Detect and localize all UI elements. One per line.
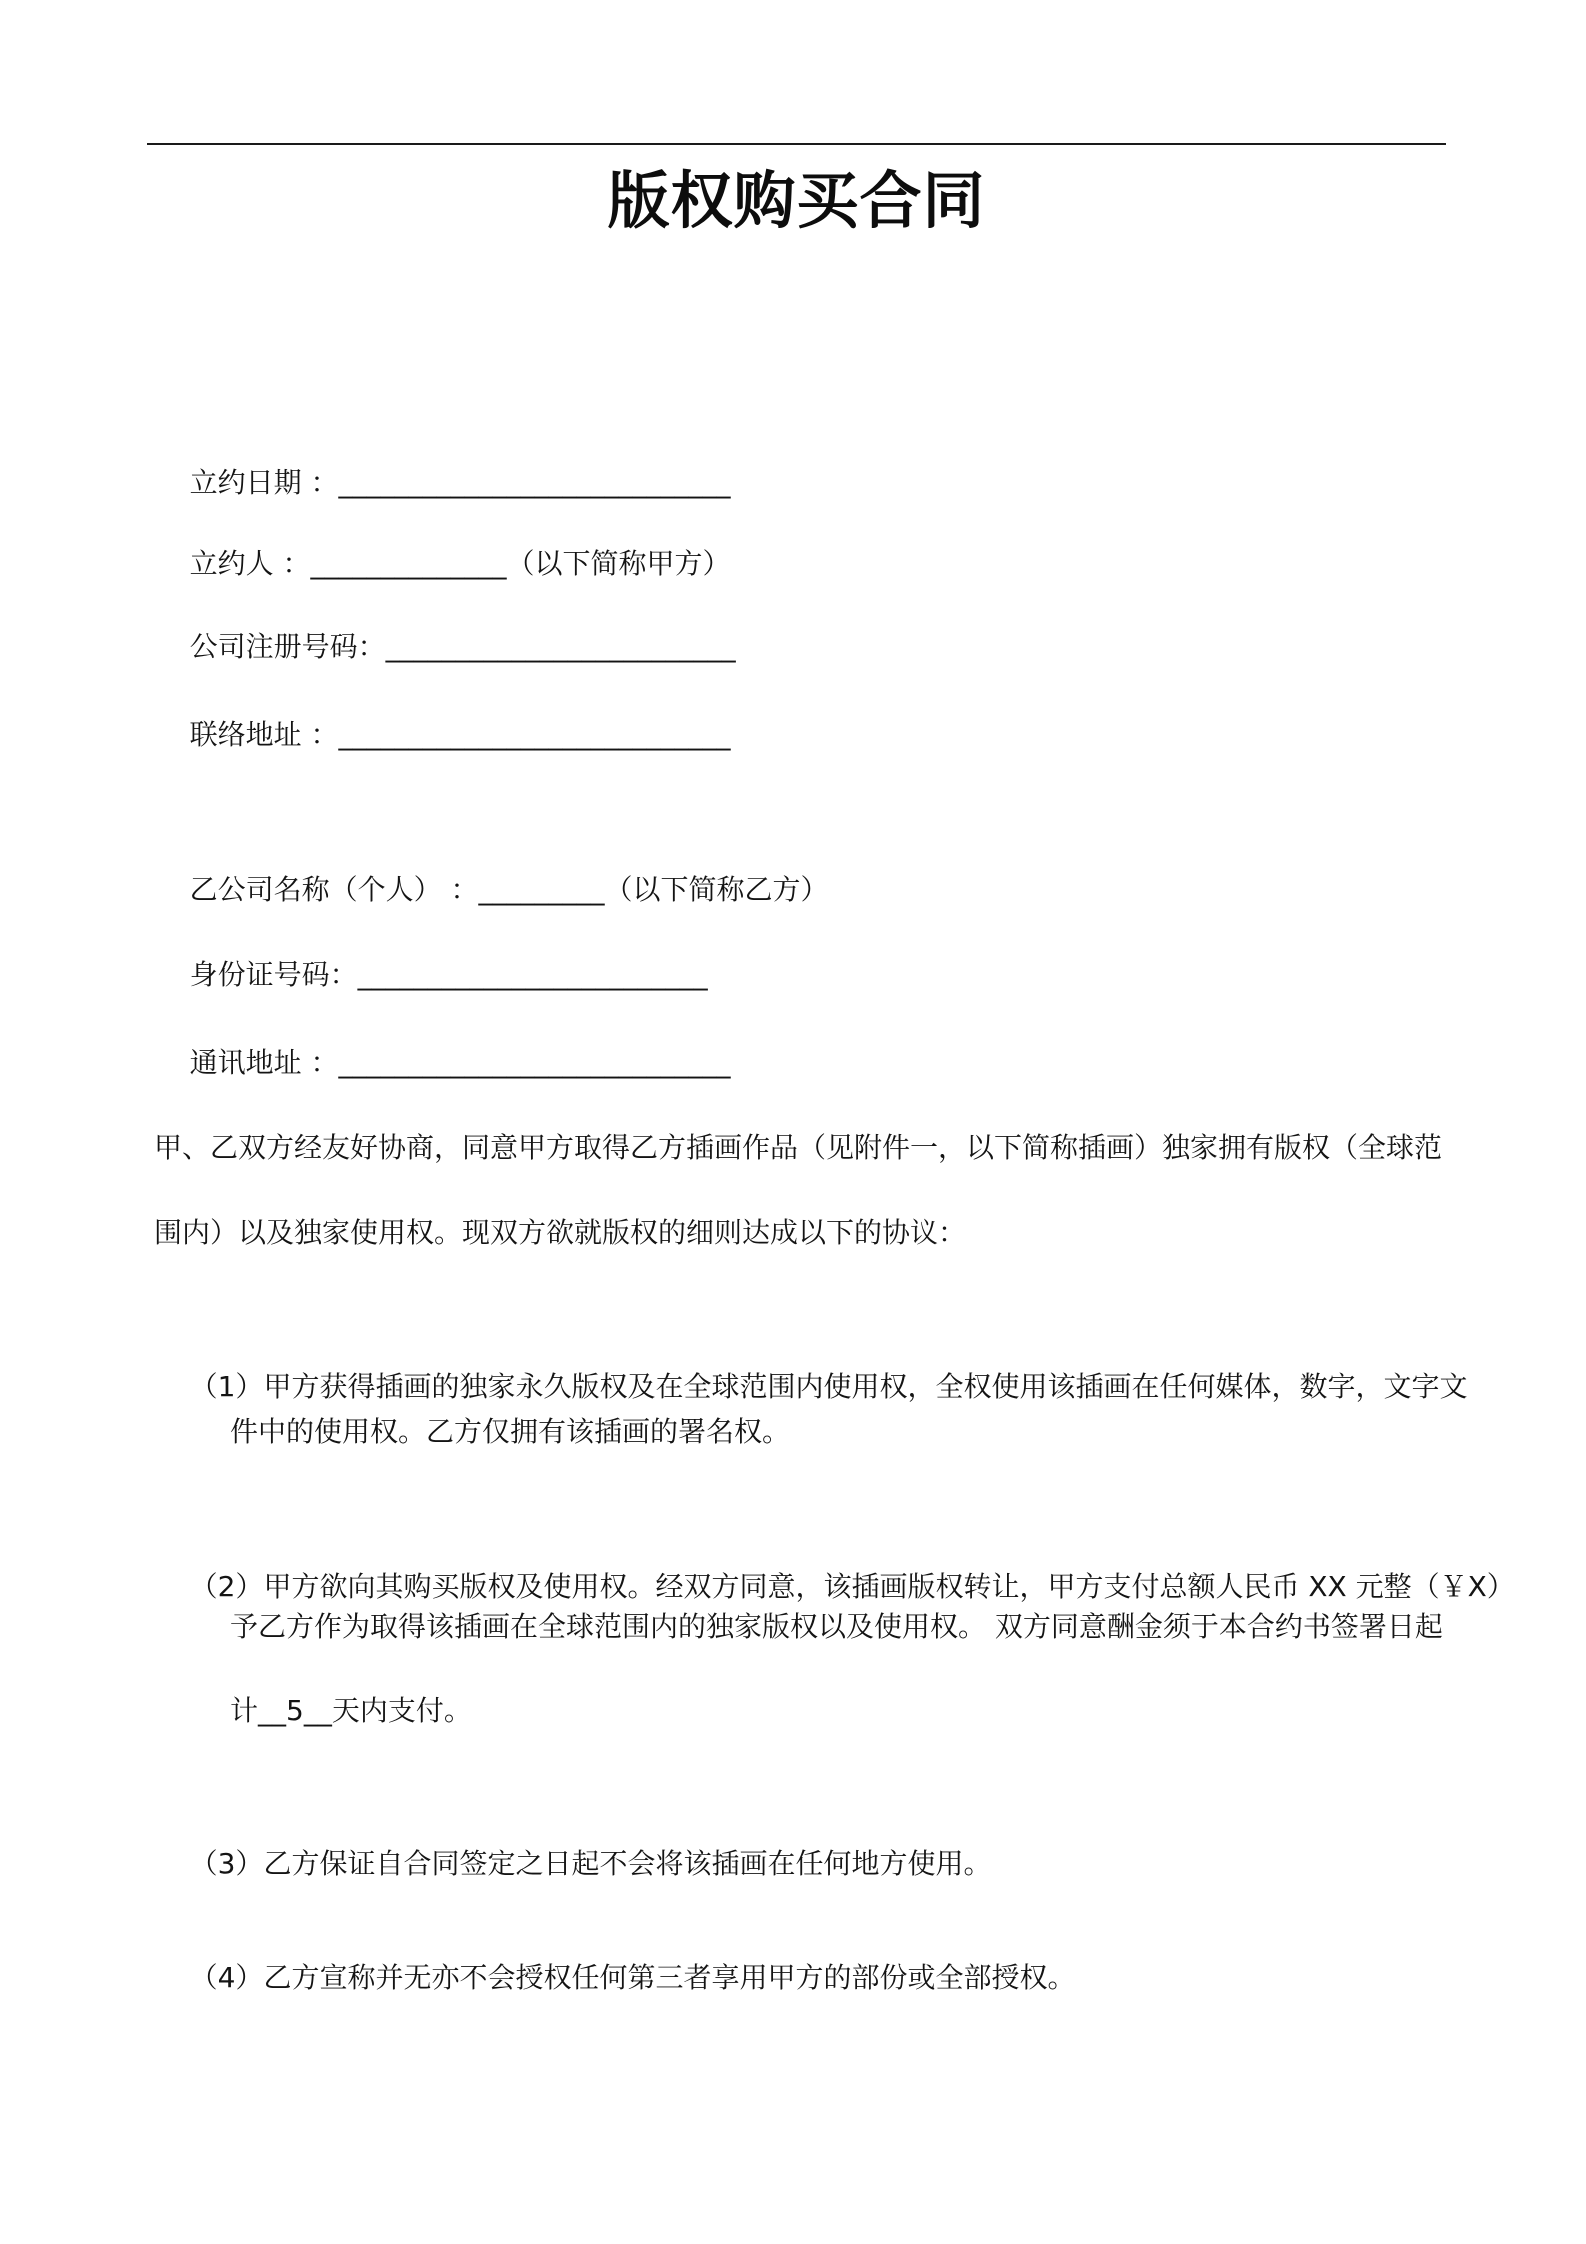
preamble-line: 甲、乙双方经友好协商，同意甲方取得乙方插画作品（见附件一，以下简称插画）独家拥有版权（全球范 xyxy=(154,1131,1443,1164)
clause-text: 甲方欲向其购买版权及使用权。经双方同意，该插画版权转让，甲方支付总额人民币 XX 元整（￥X） xyxy=(263,1570,1515,1603)
party-b-address-label: 通讯地址 ： xyxy=(189,1046,339,1079)
clause-number: （4） xyxy=(189,1961,264,1994)
id-number-label: 身份证号码： xyxy=(189,958,358,991)
party-b-address-blank: ____________________________ xyxy=(338,1046,731,1079)
clause-2-line xyxy=(154,1527,1515,1603)
preamble-line: 围内）以及独家使用权。现双方欲就版权的细则达成以下的协议： xyxy=(154,1216,967,1249)
signatory-suffix: （以下简称甲方） xyxy=(506,547,731,580)
clause-1-line xyxy=(154,1327,1468,1403)
company-registration-field xyxy=(154,587,736,663)
signatory-label: 立约人 ： xyxy=(189,547,311,580)
clause-2-line: 予乙方作为取得该插画在全球范围内的独家版权以及使用权。 双方同意酬金须于本合约书签署日起 xyxy=(230,1610,1443,1643)
party-b-name-suffix: （以下简称乙方） xyxy=(604,873,829,906)
clause-text: 乙方保证自合同签定之日起不会将该插画在任何地方使用。 xyxy=(263,1847,992,1880)
clause-1-line: 件中的使用权。乙方仅拥有该插画的署名权。 xyxy=(230,1415,791,1448)
signatory-blank: ______________ xyxy=(310,547,507,580)
party-a-address-label: 联络地址 ： xyxy=(189,718,339,751)
party-a-address-field xyxy=(154,675,731,751)
clause-2-line: 计__5__天内支付。 xyxy=(230,1694,472,1727)
clause-number: （3） xyxy=(189,1847,264,1880)
signatory-field xyxy=(154,504,731,580)
clause-number: （1） xyxy=(189,1370,264,1403)
party-b-name-field xyxy=(154,830,829,906)
contract-date-field xyxy=(154,423,731,499)
clause-number: （2） xyxy=(189,1570,264,1603)
party-b-name-blank: _________ xyxy=(478,873,605,906)
clause-3-line xyxy=(154,1804,992,1880)
header-rule xyxy=(147,143,1446,145)
company-registration-blank: _________________________ xyxy=(385,630,736,663)
id-number-field xyxy=(154,915,708,991)
contract-date-blank: ____________________________ xyxy=(338,466,731,499)
contract-date-label: 立约日期 ： xyxy=(189,466,339,499)
party-b-name-label: 乙公司名称（个人） ： xyxy=(189,873,479,906)
party-b-address-field xyxy=(154,1003,731,1079)
id-number-blank: _________________________ xyxy=(357,958,708,991)
company-registration-label: 公司注册号码： xyxy=(189,630,386,663)
clause-4-line xyxy=(154,1918,1076,1994)
party-a-address-blank: ____________________________ xyxy=(338,718,731,751)
clause-text: 乙方宣称并无亦不会授权任何第三者享用甲方的部份或全部授权。 xyxy=(263,1961,1076,1994)
clause-text: 甲方获得插画的独家永久版权及在全球范围内使用权，全权使用该插画在任何媒体，数字，文字文 xyxy=(263,1370,1468,1403)
contract-title: 版权购买合同 xyxy=(607,164,986,237)
